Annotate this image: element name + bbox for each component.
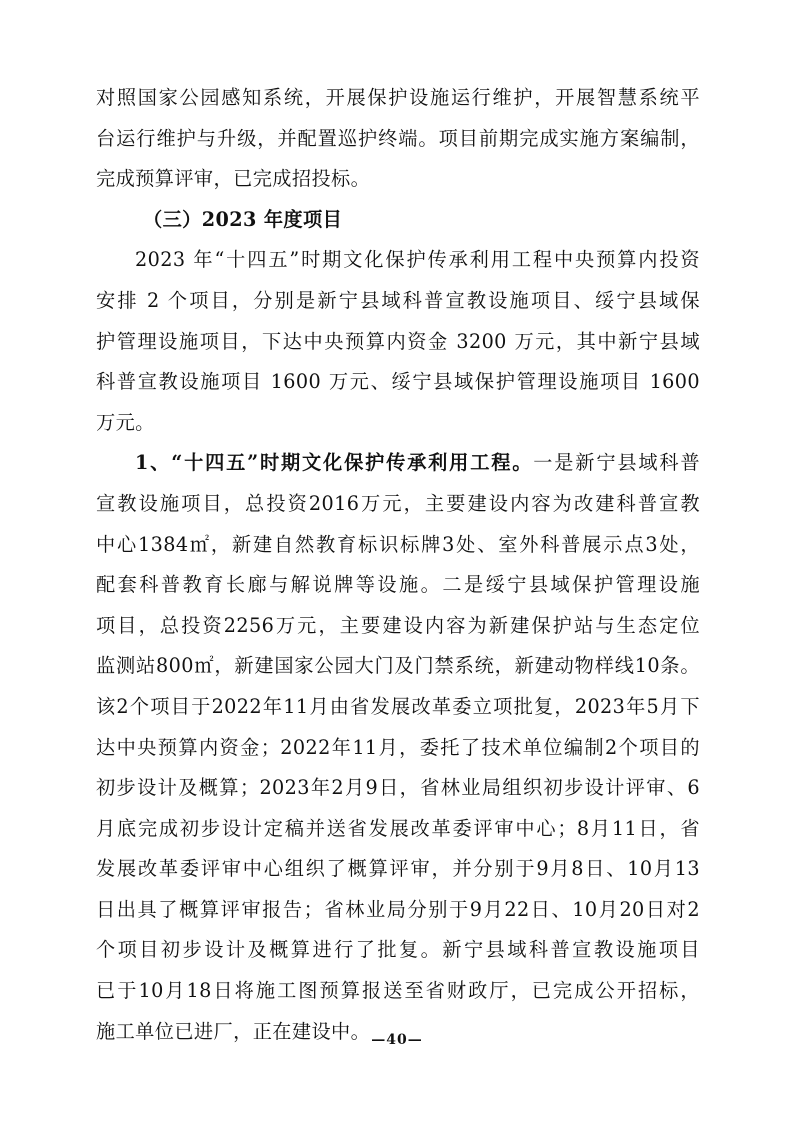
subsection-title: 1、“十四五”时期文化保护传承利用工程。 xyxy=(135,451,534,475)
paragraph-line: 配套科普教育长廊与解说牌等设施。二是绥宁县域保护管理设施 xyxy=(96,573,700,597)
paragraph-line: 护管理设施项目，下达中央预算内资金 3200 万元，其中新宁县域 xyxy=(96,329,700,353)
paragraph-line xyxy=(96,443,700,484)
paragraph-line: 万元。 xyxy=(96,410,155,434)
paragraph-line: 项目，总投资2256万元，主要建设内容为新建保护站与生态定位 xyxy=(96,613,700,637)
paragraph-line: 发展改革委评审中心组织了概算评审，并分别于9月8日、10月13 xyxy=(96,857,700,881)
paragraph-line: 达中央预算内资金；2022年11月，委托了技术单位编制2个项目的 xyxy=(96,735,700,759)
paragraph-line: 监测站800㎡，新建国家公园大门及门禁系统，新建动物样线10条。 xyxy=(96,654,700,678)
paragraph-line: 宣教设施项目，总投资2016万元，主要建设内容为改建科普宣教 xyxy=(96,491,700,515)
paragraph-line: 安排 2 个项目，分别是新宁县域科普宣教设施项目、绥宁县域保 xyxy=(96,288,700,312)
paragraph-line: 完成预算评审，已完成招投标。 xyxy=(96,167,371,191)
paragraph-line: 2023 年“十四五”时期文化保护传承利用工程中央预算内投资 xyxy=(135,248,700,272)
paragraph-line: 个项目初步设计及概算进行了批复。新宁县域科普宣教设施项目 xyxy=(96,938,700,962)
paragraph-line: 已于10月18日将施工图预算报送至省财政厅，已完成公开招标， xyxy=(96,979,700,1003)
paragraph-line: 月底完成初步设计定稿并送省发展改革委评审中心；8月11日，省 xyxy=(96,816,700,840)
paragraph-line: 科普宣教设施项目 1600 万元、绥宁县域保护管理设施项目 1600 xyxy=(96,370,700,394)
document-body xyxy=(96,78,700,1052)
paragraph-line: 施工单位已进厂，正在建设中。 xyxy=(96,1019,371,1043)
paragraph-line: 对照国家公园感知系统，开展保护设施运行维护，开展智慧系统平 xyxy=(96,86,700,109)
paragraph-line: 日出具了概算评审报告；省林业局分别于9月22日、10月20日对2 xyxy=(96,897,700,921)
page-number: —40— xyxy=(371,1032,423,1048)
paragraph-line: 初步设计及概算；2023年2月9日，省林业局组织初步设计评审、6 xyxy=(96,776,700,800)
section-heading: （三）2023 年度项目 xyxy=(143,207,343,231)
paragraph-line: 台运行维护与升级，并配置巡护终端。项目前期完成实施方案编制， xyxy=(96,126,700,150)
paragraph-text: 一是新宁县域科普 xyxy=(533,451,700,475)
paragraph-line: 中心1384㎡，新建自然教育标识标牌3处、室外科普展示点3处， xyxy=(96,532,700,556)
paragraph-line: 该2个项目于2022年11月由省发展改革委立项批复，2023年5月下 xyxy=(96,694,700,718)
